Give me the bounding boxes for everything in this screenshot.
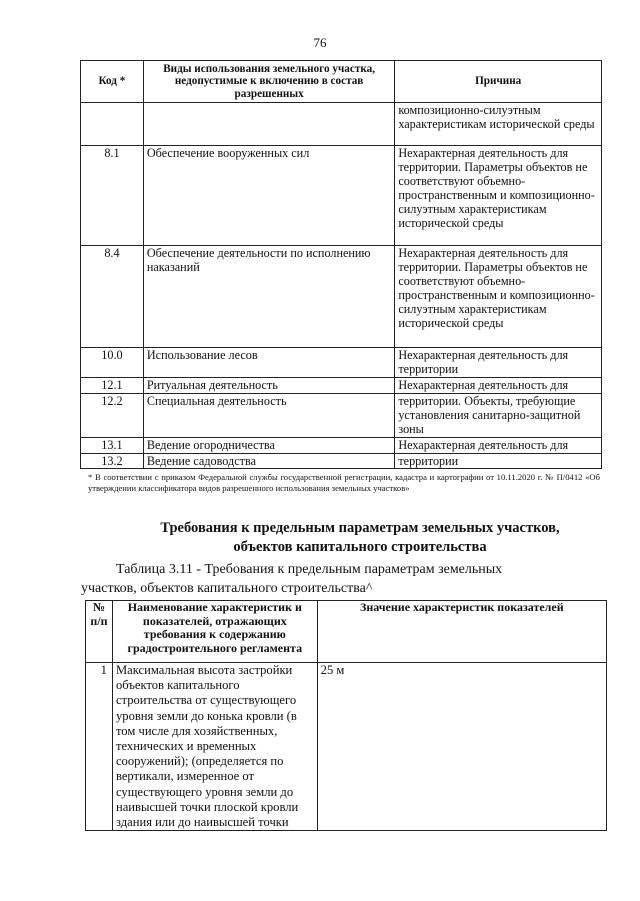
cell-reason: территории bbox=[395, 454, 602, 469]
table-row bbox=[81, 246, 602, 348]
section-heading-line: Требования к предельным параметрам земельных участков, bbox=[160, 520, 560, 536]
header-code: Код * bbox=[81, 61, 144, 103]
table-row bbox=[81, 438, 602, 454]
table-header-row bbox=[81, 61, 602, 103]
header-value: Значение характеристик показателей bbox=[317, 601, 606, 663]
header-reason: Причина bbox=[395, 61, 602, 103]
cell-reason: Нехарактерная деятельность для bbox=[395, 438, 602, 454]
header-uses: Виды использования земельного участка, недопустимые к включению в состав разрешенных bbox=[143, 61, 394, 103]
cell-code: 13.2 bbox=[81, 454, 144, 469]
table-row bbox=[81, 454, 602, 469]
table-row bbox=[81, 378, 602, 394]
cell-code: 8.4 bbox=[81, 246, 144, 348]
cell-code: 8.1 bbox=[81, 146, 144, 246]
table-caption-line: участков, объектов капитального строительства^ bbox=[81, 581, 373, 596]
cell-use: Обеспечение вооруженных сил bbox=[143, 146, 394, 246]
table-row bbox=[81, 146, 602, 246]
table-caption bbox=[81, 560, 582, 598]
table-row bbox=[81, 103, 602, 146]
cell-code: 13.1 bbox=[81, 438, 144, 454]
section-heading-line: объектов капитального строительства bbox=[233, 539, 487, 555]
header-name: Наименование характеристик и показателей, отражающих требования к содержанию градостроительного регламента bbox=[112, 601, 317, 663]
table-row bbox=[81, 348, 602, 378]
page-number: 76 bbox=[313, 35, 327, 50]
cell-use: Ритуальная деятельность bbox=[143, 378, 394, 394]
cell-use: Специальная деятельность bbox=[143, 394, 394, 438]
footnote: * В соответствии с приказом Федеральной службы государственной регистрации, кадастра и картографии от 10.11.2020 г. № П/0412 «Об утверждении классификатора видов разрешенного использования земельных участков» bbox=[88, 472, 600, 493]
cell-name: Максимальная высота застройки объектов капитального строительства от существующего уровня земли до конька кровли (в том числе для хозяйственных, технических и временных сооружений); (определяется по вертикали, измеренное от существующего уровня земли до наивысшей точки плоской кровли здания или до наивысшей точки bbox=[112, 663, 317, 831]
cell-code: 12.2 bbox=[81, 394, 144, 438]
cell-reason: Нехарактерная деятельность для территории bbox=[395, 348, 602, 378]
cell-reason: Нехарактерная деятельность для bbox=[395, 378, 602, 394]
cell-use: Использование лесов bbox=[143, 348, 394, 378]
cell-reason: композиционно-силуэтным характеристикам исторической среды bbox=[395, 103, 602, 146]
cell-code: 12.1 bbox=[81, 378, 144, 394]
cell-code bbox=[81, 103, 144, 146]
header-num: № п/п bbox=[86, 601, 113, 663]
cell-num: 1 bbox=[86, 663, 113, 831]
section-heading bbox=[0, 519, 640, 557]
cell-use bbox=[143, 103, 394, 146]
cell-use: Обеспечение деятельности по исполнению наказаний bbox=[143, 246, 394, 348]
cell-code: 10.0 bbox=[81, 348, 144, 378]
cell-reason: Нехарактерная деятельность для территории. Параметры объектов не соответствуют объемно-пространственным и композиционно-силуэтным характеристикам исторической среды bbox=[395, 146, 602, 246]
land-use-table bbox=[80, 60, 602, 469]
cell-use: Ведение огородничества bbox=[143, 438, 394, 454]
table-caption-line: Таблица 3.11 - Требования к предельным параметрам земельных bbox=[116, 562, 503, 577]
cell-value: 25 м bbox=[317, 663, 606, 831]
table-row bbox=[81, 394, 602, 438]
table-row bbox=[86, 663, 607, 831]
cell-reason: территории. Объекты, требующие установления санитарно-защитной зоны bbox=[395, 394, 602, 438]
table-header-row bbox=[86, 601, 607, 663]
cell-use: Ведение садоводства bbox=[143, 454, 394, 469]
cell-reason: Нехарактерная деятельность для территории. Параметры объектов не соответствуют объемно-пространственным и композиционно-силуэтным характеристикам исторической среды bbox=[395, 246, 602, 348]
parameters-table bbox=[85, 600, 607, 831]
